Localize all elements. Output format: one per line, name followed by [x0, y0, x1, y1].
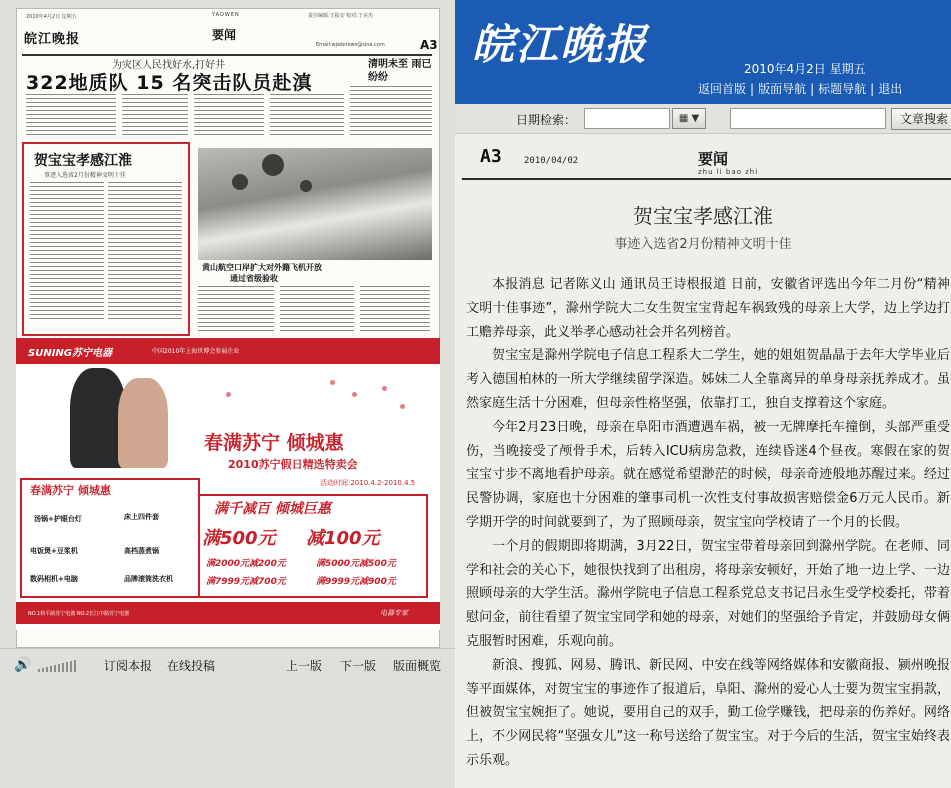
ad-discount-small: 满5000元减500元 — [316, 559, 396, 569]
ad-product-item: 品牌滚筒洗衣机 — [124, 575, 173, 583]
photo-caption-line: 通过省级验收 — [230, 274, 278, 283]
ad-discount-small: 满2000元减200元 — [206, 559, 286, 569]
blossom-icon — [330, 380, 335, 385]
article-subtitle: 事迹入选省2月份精神文明十佳 — [614, 237, 792, 252]
blossom-icon — [400, 404, 405, 409]
page-overview-link[interactable]: 版面概览 — [393, 659, 442, 673]
header-nav — [698, 80, 902, 97]
next-page-link[interactable]: 下一版 — [340, 659, 377, 673]
nav-separator: | — [870, 82, 875, 96]
highlight-article-text — [30, 182, 104, 322]
paper-section-en: YAOWEN — [212, 12, 240, 18]
speaker-icon[interactable]: 🔊 — [14, 657, 32, 673]
ad-expo-text: 中国2010年上海世博会参展企业 — [152, 348, 240, 355]
paper-page-code: A3 — [420, 38, 438, 52]
nav-home-page[interactable]: 返回首版 — [698, 82, 747, 96]
date-search-label: 日期检索： — [516, 113, 577, 127]
paper-section: 要闻 — [212, 28, 237, 42]
highlight-article-title: 贺宝宝孝感江淮 — [34, 153, 132, 169]
ad-brand: SUNING苏宁电器 — [28, 348, 112, 359]
ad-discount-small: 满9999元减900元 — [316, 577, 396, 587]
ad-discount-big: 减100元 — [306, 528, 380, 549]
article-search-button[interactable]: 文章搜索 — [891, 108, 951, 130]
blossom-icon — [382, 386, 387, 391]
paper-text-column — [360, 286, 430, 332]
paper-text-column — [350, 86, 432, 138]
article-title: 贺宝宝孝感江淮 — [633, 204, 773, 228]
blossom-icon — [352, 392, 357, 397]
paper-text-column — [280, 286, 354, 332]
article-paragraph: 新浪、搜狐、网易、腾讯、新民网、中安在线等网络媒体和安徽商报、颍州晚报等平面媒体，对贺宝宝的事迹作了报道后，阜阳、滁州的爱心人士要为贺宝宝捐款，但被贺宝宝婉拒了。她说，要用自己的双手，勤工俭学赚钱，把母亲的伤养好。网络上，不少网民将“坚强女儿”这一称号送给了贺宝宝。对于今后的生活，贺宝宝始终表示乐观。 — [466, 657, 950, 768]
ad-product-item: 汤锅+护眼台灯 — [34, 515, 82, 523]
article-paragraph: 今年2月23日晚，母亲在阜阳市酒遭遇车祸，被一无牌摩托车撞倒，头部严重受伤，当晚接受了颅骨手术，后转入ICU病房急救，连续昏迷4个昼夜。寒假在家的贺宝宝寸步不离地看护母亲。就在感觉希望渺茫的时候，母亲奇迹般地苏醒过来。经过民警协调，家庭也十分困难的肇事司机一次性支付事故损害赔偿金6万元人民币。新学期开学的时间就要到了，为了照顾母亲，贺宝宝向学校请了一个月的长假。 — [466, 419, 950, 530]
blossom-icon — [226, 392, 231, 397]
ad-period: 活动时间:2010.4.2-2010.4.5 — [320, 479, 416, 487]
nav-exit[interactable]: 退出 — [878, 82, 903, 96]
prev-page-link[interactable]: 上一版 — [286, 659, 323, 673]
volume-slider[interactable] — [38, 660, 76, 672]
article-paragraph: 一个月的假期即将期满，3月22日，贺宝宝带着母亲回到滁州学院。在老师、同学和社会的关心下，她很快找到了出租房，将母亲安顿好，开始了地一边上学、一边照顾母亲的大学生活。滁州学院电子信息工程系党总支书记吕永生受学校委托，带着慰问金，前往看望了贺宝宝同学和她的母亲，对她们的坚强给予肯定，并鼓励母女俩克服暂时困难，乐观向前。 — [466, 538, 950, 649]
paper-email: Email:wjwbnews@sina.com — [316, 42, 385, 48]
paper-text-column — [26, 94, 116, 138]
subscribe-link[interactable]: 订阅本报 — [104, 659, 153, 673]
header-date: 2010年4月2日 星期五 — [744, 62, 866, 76]
article-paragraph: 本报消息 记者陈义山 通讯员王诗根报道 日前，安徽省评选出今年二月份“精神文明十佳事迹”，滁州学院大二女生贺宝宝背起车祸致残的母亲上大学，边上学边打工赡养母亲，此义举孝心感动社会并名列榜首。 — [466, 277, 950, 340]
paper-editors: 责任编辑:王振安 校对:于美杰 — [308, 13, 373, 19]
photo-caption-line: 黄山航空口岸扩大对外籍飞机开放 — [202, 263, 322, 272]
paper-headline[interactable]: 322地质队 15 名突击队员赴滇 — [26, 72, 313, 94]
paper-rule — [22, 54, 432, 56]
photo-figure — [262, 154, 284, 176]
ad-product-title: 春满苏宁 倾城惠 — [30, 484, 111, 497]
ad-product-item: 电饭煲+豆浆机 — [30, 547, 78, 555]
ad-product-item: 数码相机+电脑 — [30, 575, 78, 583]
nav-page-navigation[interactable]: 版面导航 — [758, 82, 807, 96]
site-logo: 皖江晚报 — [472, 20, 649, 69]
article-rule — [462, 178, 951, 180]
ad-discount-big: 满500元 — [202, 528, 276, 549]
ad-model-woman — [118, 378, 168, 468]
ad-discount-title: 满千减百 倾城巨惠 — [214, 501, 331, 517]
article-section: 要闻 — [698, 150, 729, 168]
news-photo[interactable] — [198, 148, 432, 260]
ad-product-item: 高档蒸煮锅 — [124, 547, 159, 555]
ad-footer-logo: 电器专家 — [380, 609, 408, 617]
ad-footer-text: NO.1和平路苏宁电器 NO.2长江中路苏宁电器 — [28, 611, 130, 617]
ad-slogan-sub: 2010苏宁假日精选特卖会 — [228, 458, 358, 471]
photo-figure — [232, 174, 248, 190]
paper-date: 2010年4月2日 星期五 — [26, 14, 77, 20]
paper-text-column — [194, 94, 264, 138]
article-date: 2010/04/02 — [524, 156, 579, 166]
keyword-input[interactable] — [730, 108, 886, 129]
ad-slogan: 春满苏宁 倾城惠 — [204, 432, 344, 454]
paper-logo: 皖江晚报 — [24, 32, 81, 47]
paper-text-column — [198, 286, 274, 332]
paper-text-column — [270, 94, 344, 138]
nav-separator: | — [750, 82, 755, 96]
submit-article-link[interactable]: 在线投稿 — [167, 659, 216, 673]
paper-side-headline[interactable]: 清明未至 雨已纷纷 — [368, 59, 432, 83]
highlight-article-text — [108, 182, 182, 322]
nav-title-navigation[interactable]: 标题导航 — [818, 82, 867, 96]
calendar-dropdown-icon[interactable]: ▦ ▼ — [672, 108, 706, 129]
nav-separator: | — [810, 82, 815, 96]
paper-sub-headline: 为灾区人民找好水,打好井 — [112, 60, 226, 71]
photo-figure — [300, 180, 312, 192]
date-input[interactable] — [584, 108, 670, 129]
highlight-article-subtitle: 事迹入选省2月份精神文明十佳 — [44, 172, 126, 179]
article-body — [466, 273, 950, 773]
ad-discount-small: 满7999元减700元 — [206, 577, 286, 587]
paper-text-column — [122, 94, 188, 138]
article-paragraph: 贺宝宝是滁州学院电子信息工程系大二学生，她的姐姐贺晶晶于去年大学毕业后考入德国柏林的一所大学继续留学深造。姊妹二人全靠离异的单身母亲抚养成才。虽然家庭生活十分困难，但母亲性格坚强，依靠打工，独自支撑着这个家庭。 — [466, 348, 950, 411]
article-page-code: A3 — [480, 146, 502, 167]
photo-caption[interactable] — [202, 262, 322, 284]
article-section-en: zhu li bao zhi — [698, 168, 759, 176]
ad-product-item: 床上四件套 — [124, 513, 159, 521]
